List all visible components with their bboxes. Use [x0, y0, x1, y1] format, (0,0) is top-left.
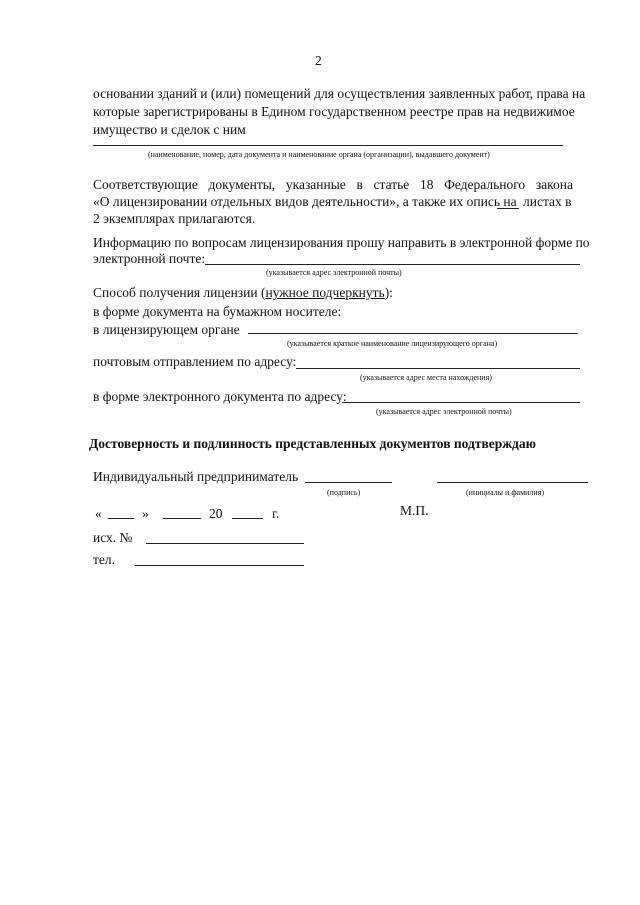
docs-line-2-end: листах в [523, 194, 572, 209]
electronic-address-line [342, 402, 580, 403]
year-suffix: г. [272, 506, 280, 521]
electronic-option: в форме электронного документа по адресу: [93, 389, 347, 404]
confirmation-heading: Достоверность и подлинность представленных документов подтверждаю [89, 436, 536, 451]
signature-line [305, 482, 392, 483]
docs-line-2-start: «О лицензировании отдельных видов деятельности», а также их опись на [93, 194, 517, 209]
authority-caption: (указывается краткое наименование лицензирующего органа) [287, 339, 498, 348]
signature-caption: (подпись) [327, 488, 361, 497]
outgoing-number-line [146, 543, 304, 544]
sheet-count-line [497, 208, 519, 209]
date-quote-open: « [95, 506, 102, 521]
month-line [163, 518, 201, 519]
method-label: Способ получения лицензии (нужное подчеркнуть): [93, 285, 393, 300]
post-caption: (указывается адрес места нахождения) [360, 373, 492, 382]
phone-label: тел. [93, 552, 116, 567]
authority-option: в лицензирующем органе [93, 322, 240, 337]
intro-line-2: которые зарегистрированы в Едином государственном реестре прав на недвижимое [93, 104, 575, 119]
email-caption: (указывается адрес электронной почты) [266, 268, 402, 277]
docs-line-1: Соответствующие документы, указанные в статье 18 Федерального закона [93, 177, 573, 192]
docs-line-3: 2 экземплярах прилагаются. [93, 211, 256, 226]
document-details-caption: (наименование, номер, дата документа и наименование органа (организации), выдавшего документ) [148, 150, 490, 159]
electronic-caption: (указывается адрес электронной почты) [376, 407, 512, 416]
year-line [232, 518, 263, 519]
outgoing-number-label: исх. № [93, 530, 133, 545]
info-line-2: электронной почте: [93, 251, 206, 266]
name-line [437, 482, 588, 483]
date-quote-close: » [142, 506, 149, 521]
page-number: 2 [315, 53, 322, 68]
post-option: почтовым отправлением по адресу: [93, 354, 297, 369]
intro-line-3: имущество и сделок с ним [93, 122, 246, 137]
phone-line [135, 565, 304, 566]
year-prefix: 20 [209, 506, 223, 521]
post-address-line [296, 368, 580, 369]
name-caption: (инициалы и фамилия) [466, 488, 545, 497]
intro-line-1: основании зданий и (или) помещений для осуществления заявленных работ, права на [93, 86, 586, 101]
paper-option: в форме документа на бумажном носителе: [93, 304, 342, 319]
day-line [108, 518, 134, 519]
underline-instruction: нужное подчеркнуть [265, 285, 385, 300]
email-line [205, 264, 580, 265]
info-line-1: Информацию по вопросам лицензирования прошу направить в электронной форме по [93, 235, 590, 250]
stamp-label: М.П. [400, 503, 429, 518]
authority-line [248, 333, 578, 334]
document-details-line [93, 145, 563, 146]
entrepreneur-label: Индивидуальный предприниматель [93, 469, 299, 484]
